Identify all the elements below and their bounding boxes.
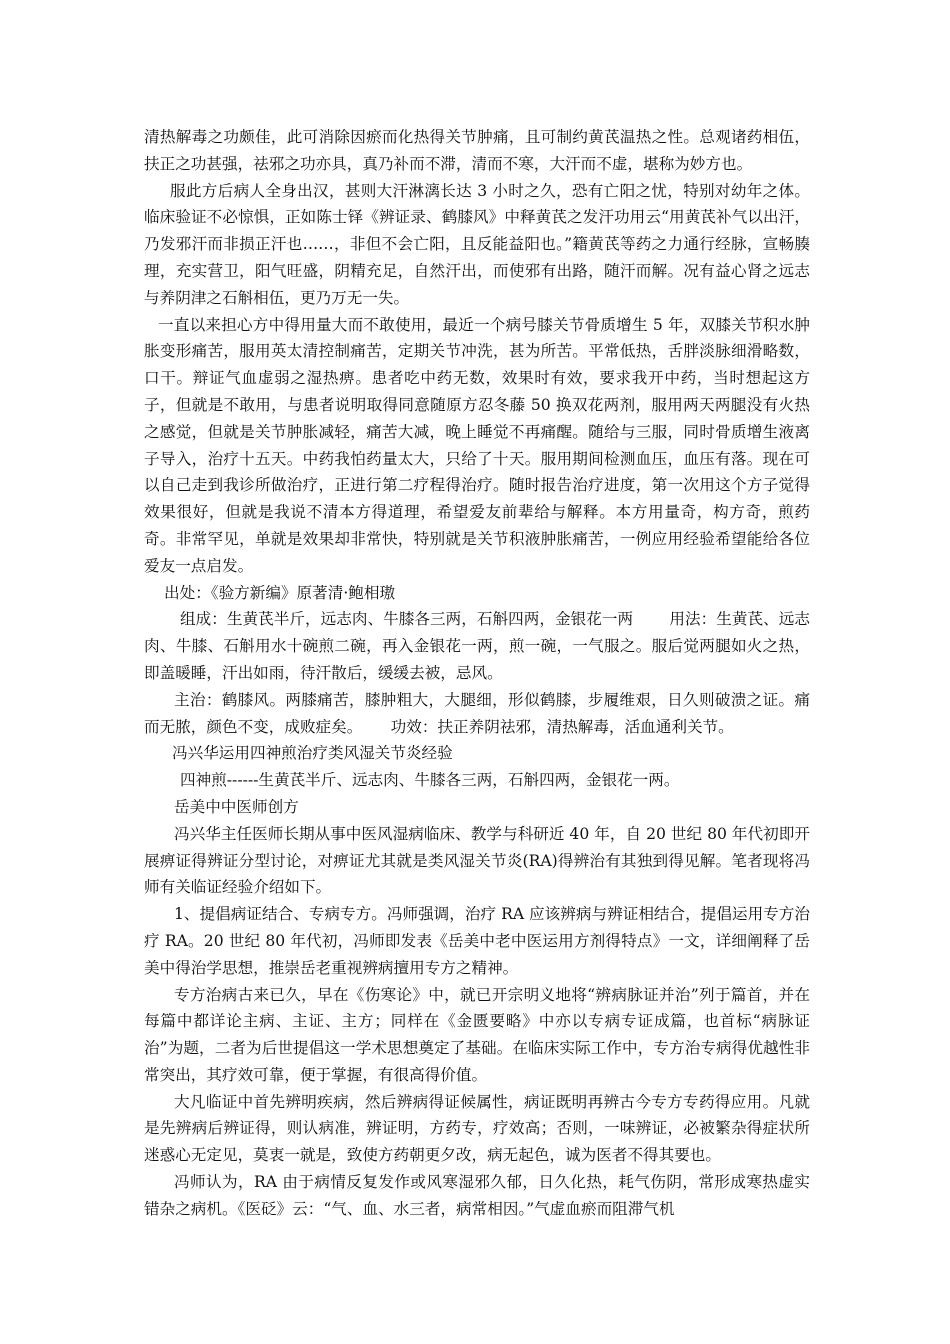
paragraph-pathogenesis: 冯师认为，RA 由于病情反复发作或风寒湿邪久郁，日久化热，耗气伤阴，常形成寒热虚实错杂之病机。《医砭》云：“气、血、水三者，病常相因。”气虚血瘀而阻滞气机	[144, 1173, 810, 1218]
section-title: 冯兴华运用四神煎治疗类风湿关节炎经验	[172, 744, 453, 763]
paragraph-special-formula: 专方治病古来已久，早在《伤寒论》中，就已开宗明义地将“辨病脉证并治”列于篇首，并在每篇中都详论主病、主证、主方；同样在《金匮要略》中亦以专病专证成篇，也首标“病脉证治”为题，二者为后世提倡这一学术思想奠定了基础。在临床实际工作中，专方治专病得优越性非常突出，其疗效可靠，便于掌握，有很高得价值。	[144, 985, 810, 1084]
document-page	[144, 124, 810, 1223]
paragraph-case-report: 一直以来担心方中得用量大而不敢使用，最近一个病号膝关节骨质增生 5 年，双膝关节积水肿胀变形痛苦，服用英太清控制痛苦，定期关节冲洗，甚为所苦。平常低热，舌胖淡脉细滑略数，口干。辩证气血虚弱之湿热痹。患者吃中药无数，效果时有效，要求我开中药，当时想起这方子，但就是不敢用，与患者说明取得同意随原方忍冬藤 50 换双花两剂，服用两天两腿没有火热之感觉，但就是关节肿胀减轻，痛苦大减，晚上睡觉不再痛醒。随给与三服，同时骨质增生液离子导入，治疗十五天。中药我怕药量太大，只给了十天。服用期间检测血压，血压有落。现在可以自己走到我诊所做治疗，正进行第二疗程得治疗。随时报告治疗进度，第一次用这个方子觉得效果很好，但就是我说不清本方得道理，希望爱友前辈给与解释。本方用量奇，构方奇，煎药奇。非常罕见，单就是效果却非常快，特别就是关节积液肿胀痛苦，一例应用经验希望能给各位爱友一点启发。	[144, 315, 810, 575]
paragraph-diagnosis-order: 大凡临证中首先辨明疾病，然后辨病得证候属性，病证既明再辨古今专方专药得应用。凡就是先辨病后辨证得，则认病准，辨证明，方药专，疗效高；否则，一味辨证，必被繁杂得症状所迷惑心无定见，莫衷一就是，致使方药朝更夕改，病无起色，诚为医者不得其要也。	[144, 1092, 810, 1165]
paragraph-creator: 岳美中中医师创方	[174, 797, 299, 816]
paragraph-herb-efficacy: 清热解毒之功颇佳，此可消除因瘀而化热得关节肿痛，且可制约黄芪温热之性。总观诸药相伍，扶正之功甚强，祛邪之功亦具，真乃补而不滞，清而不寒，大汗而不虚，堪称为妙方也。	[144, 128, 810, 173]
paragraph-source: 出处：《验方新编》原著清·鲍相璈	[164, 583, 396, 602]
paragraph-intro: 冯兴华主任医师长期从事中医风湿病临床、教学与科研近 40 年，自 20 世纪 80 年代初即开展痹证得辨证分型讨论，对痹证尤其就是类风湿关节炎(RA)得辨治有其独到得见解。笔者现将冯师有关临证经验介绍如下。	[144, 824, 810, 897]
paragraph-sweating-note: 服此方后病人全身出汉，甚则大汗淋漓长达 3 小时之久，恐有亡阳之忧，特别对幼年之体。临床验证不必惊惧，正如陈士铎《辨证录、鹤膝风》中释黄芪之发汗功用云“用黄芪补气以出汗，乃发邪汗而非损正汗也……，非但不会亡阳，且反能益阳也。”籍黄芪等药之力通行经脉，宣畅腠理，充实营卫，阳气旺盛，阴精充足，自然汗出，而使邪有出路，随汗而解。况有益心肾之远志与养阴津之石斛相伍，更乃万无一失。	[144, 181, 810, 307]
paragraph-point-1: 1、提倡病证结合、专病专方。冯师强调，治疗 RA 应该辨病与辨证相结合，提倡运用专方治疗 RA。20 世纪 80 年代初，冯师即发表《岳美中老中医运用方剂得特点》一文，详细阐释了岳美中得治学思想，推崇岳老重视辨病擅用专方之精神。	[144, 905, 810, 977]
paragraph-indication-effect: 主治：鹤膝风。两膝痛苦，膝肿粗大，大腿细，形似鹤膝，步履维艰，日久则破溃之证。痛而无脓，颜色不变，成败症矣。 功效：扶正养阴祛邪，清热解毒，活血通利关节。	[144, 690, 810, 736]
paragraph-formula: 四神煎------生黄芪半斤、远志肉、牛膝各三两，石斛四两，金银花一两。	[180, 771, 680, 790]
paragraph-composition-usage: 组成：生黄芪半斤，远志肉、牛膝各三两，石斛四两，金银花一两 用法：生黄芪、远志肉、牛膝、石斛用水十碗煎二碗，再入金银花一两，煎一碗，一气服之。服后觉两腿如火之热，即盖暖睡，汗出如雨，待汗散后，缓缓去被，忌风。	[144, 610, 810, 682]
